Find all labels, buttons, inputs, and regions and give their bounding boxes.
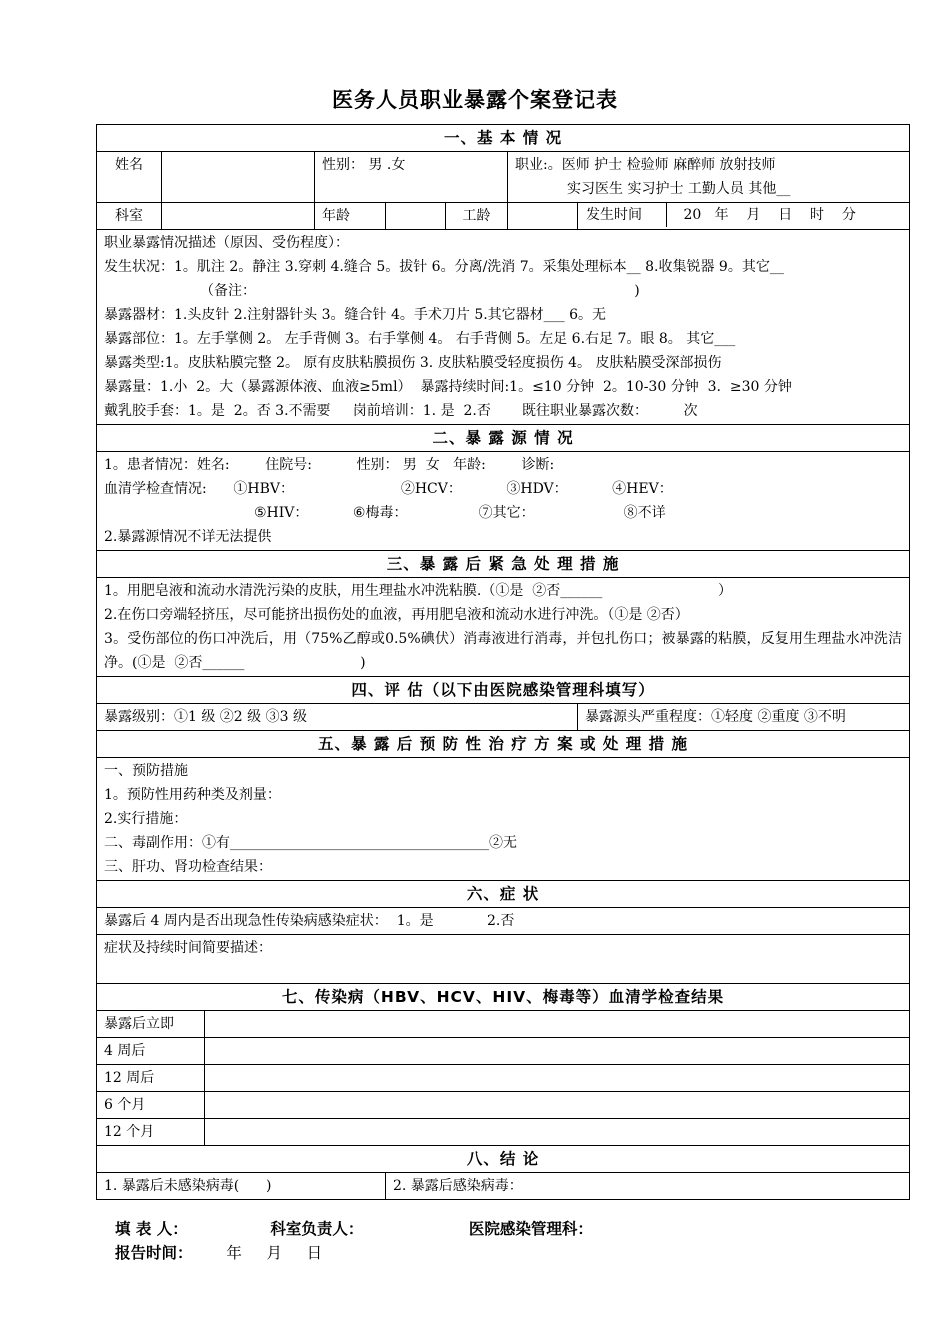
conclusion-not-infected: 1. 暴露后未感染病毒( ) [97,1173,386,1200]
measure-line: 1。用肥皂液和流动水清洗污染的皮肤，用生理盐水冲洗粘膜.（①是 ②否______ ） [104,583,732,599]
seniority-field[interactable] [508,203,578,230]
section-emergency-heading: 三、暴 露 后 紧 急 处 理 措 施 [97,551,910,578]
desc-line: （备注： ) [200,283,640,299]
serology-result-field[interactable] [205,1038,910,1065]
source-line: 1。患者情况：姓名: 住院号: 性别： 男 女 年龄: 诊断: [104,457,555,473]
occupation-line-2: 实习医生 实习护士 工勤人员 其他__ [567,181,791,197]
seniority-label: 工龄 [446,203,508,230]
treatment-line: 一、预防措施 [104,763,188,779]
occurrence-time-label: 发生时间 [578,203,667,227]
age-label: 年龄 [315,203,386,230]
measure-line: 3。受伤部位的伤口冲洗后，用（75%乙醇或0.5%碘伏）消毒液进行消毒，并包扎伤口；被暴露的粘膜，反复用生理盐水冲洗洁净。(①是 ②否______ ) [104,631,903,671]
report-time-label: 报告时间： [115,1244,193,1262]
desc-line: 戴乳胶手套：1。是 2。否 3.不需要 岗前培训：1. 是 2.否 既往职业暴露次数： 次 [104,403,698,419]
measure-line: 2.在伤口旁端轻挤压，尽可能挤出损伤处的血液，再用肥皂液和流动水进行冲洗。（①是 ②否） [104,607,689,623]
serology-row-label: 12 周后 [97,1065,205,1092]
section-source-heading: 二、暴 露 源 情 况 [97,425,910,452]
source-line: ⑤HIV： ⑥梅毒： ⑦其它： ⑧不详 [254,505,666,521]
source-severity: 暴露源头严重程度：①轻度 ②重度 ③不明 [578,704,910,731]
symptom-description: 症状及持续时间简要描述： [97,935,910,984]
source-info [97,452,910,551]
treatment-plan [97,758,910,881]
filler-label: 填 表 人： [115,1220,188,1238]
report-time-line [115,1241,322,1263]
serology-row-label: 4 周后 [97,1038,205,1065]
occurrence-time [578,203,910,230]
section-treatment-heading: 五、暴 露 后 预 防 性 治 疗 方 案 或 处 理 措 施 [97,731,910,758]
desc-line: 暴露量：1.小 2。大（暴露源体液、血液≥5ml） 暴露持续时间:1。≤10 分钟 2。10-30 分钟 3. ≥30 分钟 [104,379,792,395]
serology-row-label: 12 个月 [97,1119,205,1146]
serology-result-field[interactable] [205,1092,910,1119]
desc-line: 发生状况：1。肌注 2。静注 3.穿刺 4.缝合 5。拔针 6。分离/洗消 7。采集处理标本__ 8.收集锐器 9。其它__ [104,259,784,275]
report-date: 年 月 日 [226,1244,323,1262]
desc-line: 职业暴露情况描述（原因、受伤程度）： [104,235,349,251]
section-assessment-heading: 四、评 估（以下由医院感染管理科填写） [97,677,910,704]
occupation-options [508,152,910,203]
serology-row-label: 暴露后立即 [97,1011,205,1038]
section-symptoms-heading: 六、症 状 [97,881,910,908]
gender-label: 性别： 男 .女 [315,152,508,203]
treatment-line: 三、肝功、肾功检查结果： [104,859,272,875]
desc-line: 暴露部位：1。左手掌侧 2。 左手背侧 3。右手掌侧 4。 右手背侧 5。左足 6.右足 7。眼 8。 其它___ [104,331,736,347]
name-field[interactable] [162,152,315,203]
registration-form [96,124,910,1200]
signature-line [115,1217,593,1239]
treatment-line: 2.实行措施： [104,811,188,827]
symptom-question: 暴露后 4 周内是否出现急性传染病感染症状： 1。是 2.否 [97,908,910,935]
name-label: 姓名 [97,152,162,203]
serology-result-field[interactable] [205,1065,910,1092]
department-field[interactable] [162,203,315,230]
desc-line: 暴露器材：1.头皮针 2.注射器针头 3。缝合针 4。手术刀片 5.其它器材___ 6。无 [104,307,607,323]
serology-result-field[interactable] [205,1011,910,1038]
occurrence-time-value: 20 年 月 日 时 分 [683,207,856,223]
source-line: 血清学检查情况: ①HBV： ②HCV： ③HDV： ④HEV： [104,481,673,497]
conclusion-infected: 2. 暴露后感染病毒： [386,1173,910,1200]
dept-head-label: 科室负责人： [270,1220,364,1238]
treatment-line: 二、毒副作用：①有_____________________________________②无 [104,835,517,851]
infection-dept-label: 医院感染管理科： [468,1220,593,1238]
desc-line: 暴露类型:1。皮肤粘膜完整 2。 原有皮肤粘膜损伤 3. 皮肤粘膜受轻度损伤 4。 皮肤粘膜受深部损伤 [104,355,722,371]
serology-result-field[interactable] [205,1119,910,1146]
section-serology-heading: 七、传染病（HBV、HCV、HIV、梅毒等）血清学检查结果 [97,984,910,1011]
section-basic-heading: 一、基 本 情 况 [97,125,910,152]
section-conclusion-heading: 八、结 论 [97,1146,910,1173]
serology-row-label: 6 个月 [97,1092,205,1119]
exposure-level: 暴露级别：①1 级 ②2 级 ③3 级 [97,704,578,731]
treatment-line: 1。预防性用药种类及剂量： [104,787,281,803]
occupation-line-1: 职业:。医师 护士 检验师 麻醉师 放射技师 [515,157,776,173]
source-line: 2.暴露源情况不详无法提供 [104,529,272,545]
age-field[interactable] [386,203,446,230]
department-label: 科室 [97,203,162,230]
exposure-description [97,230,910,425]
emergency-measures [97,578,910,677]
form-title: 医务人员职业暴露个案登记表 [332,88,618,112]
